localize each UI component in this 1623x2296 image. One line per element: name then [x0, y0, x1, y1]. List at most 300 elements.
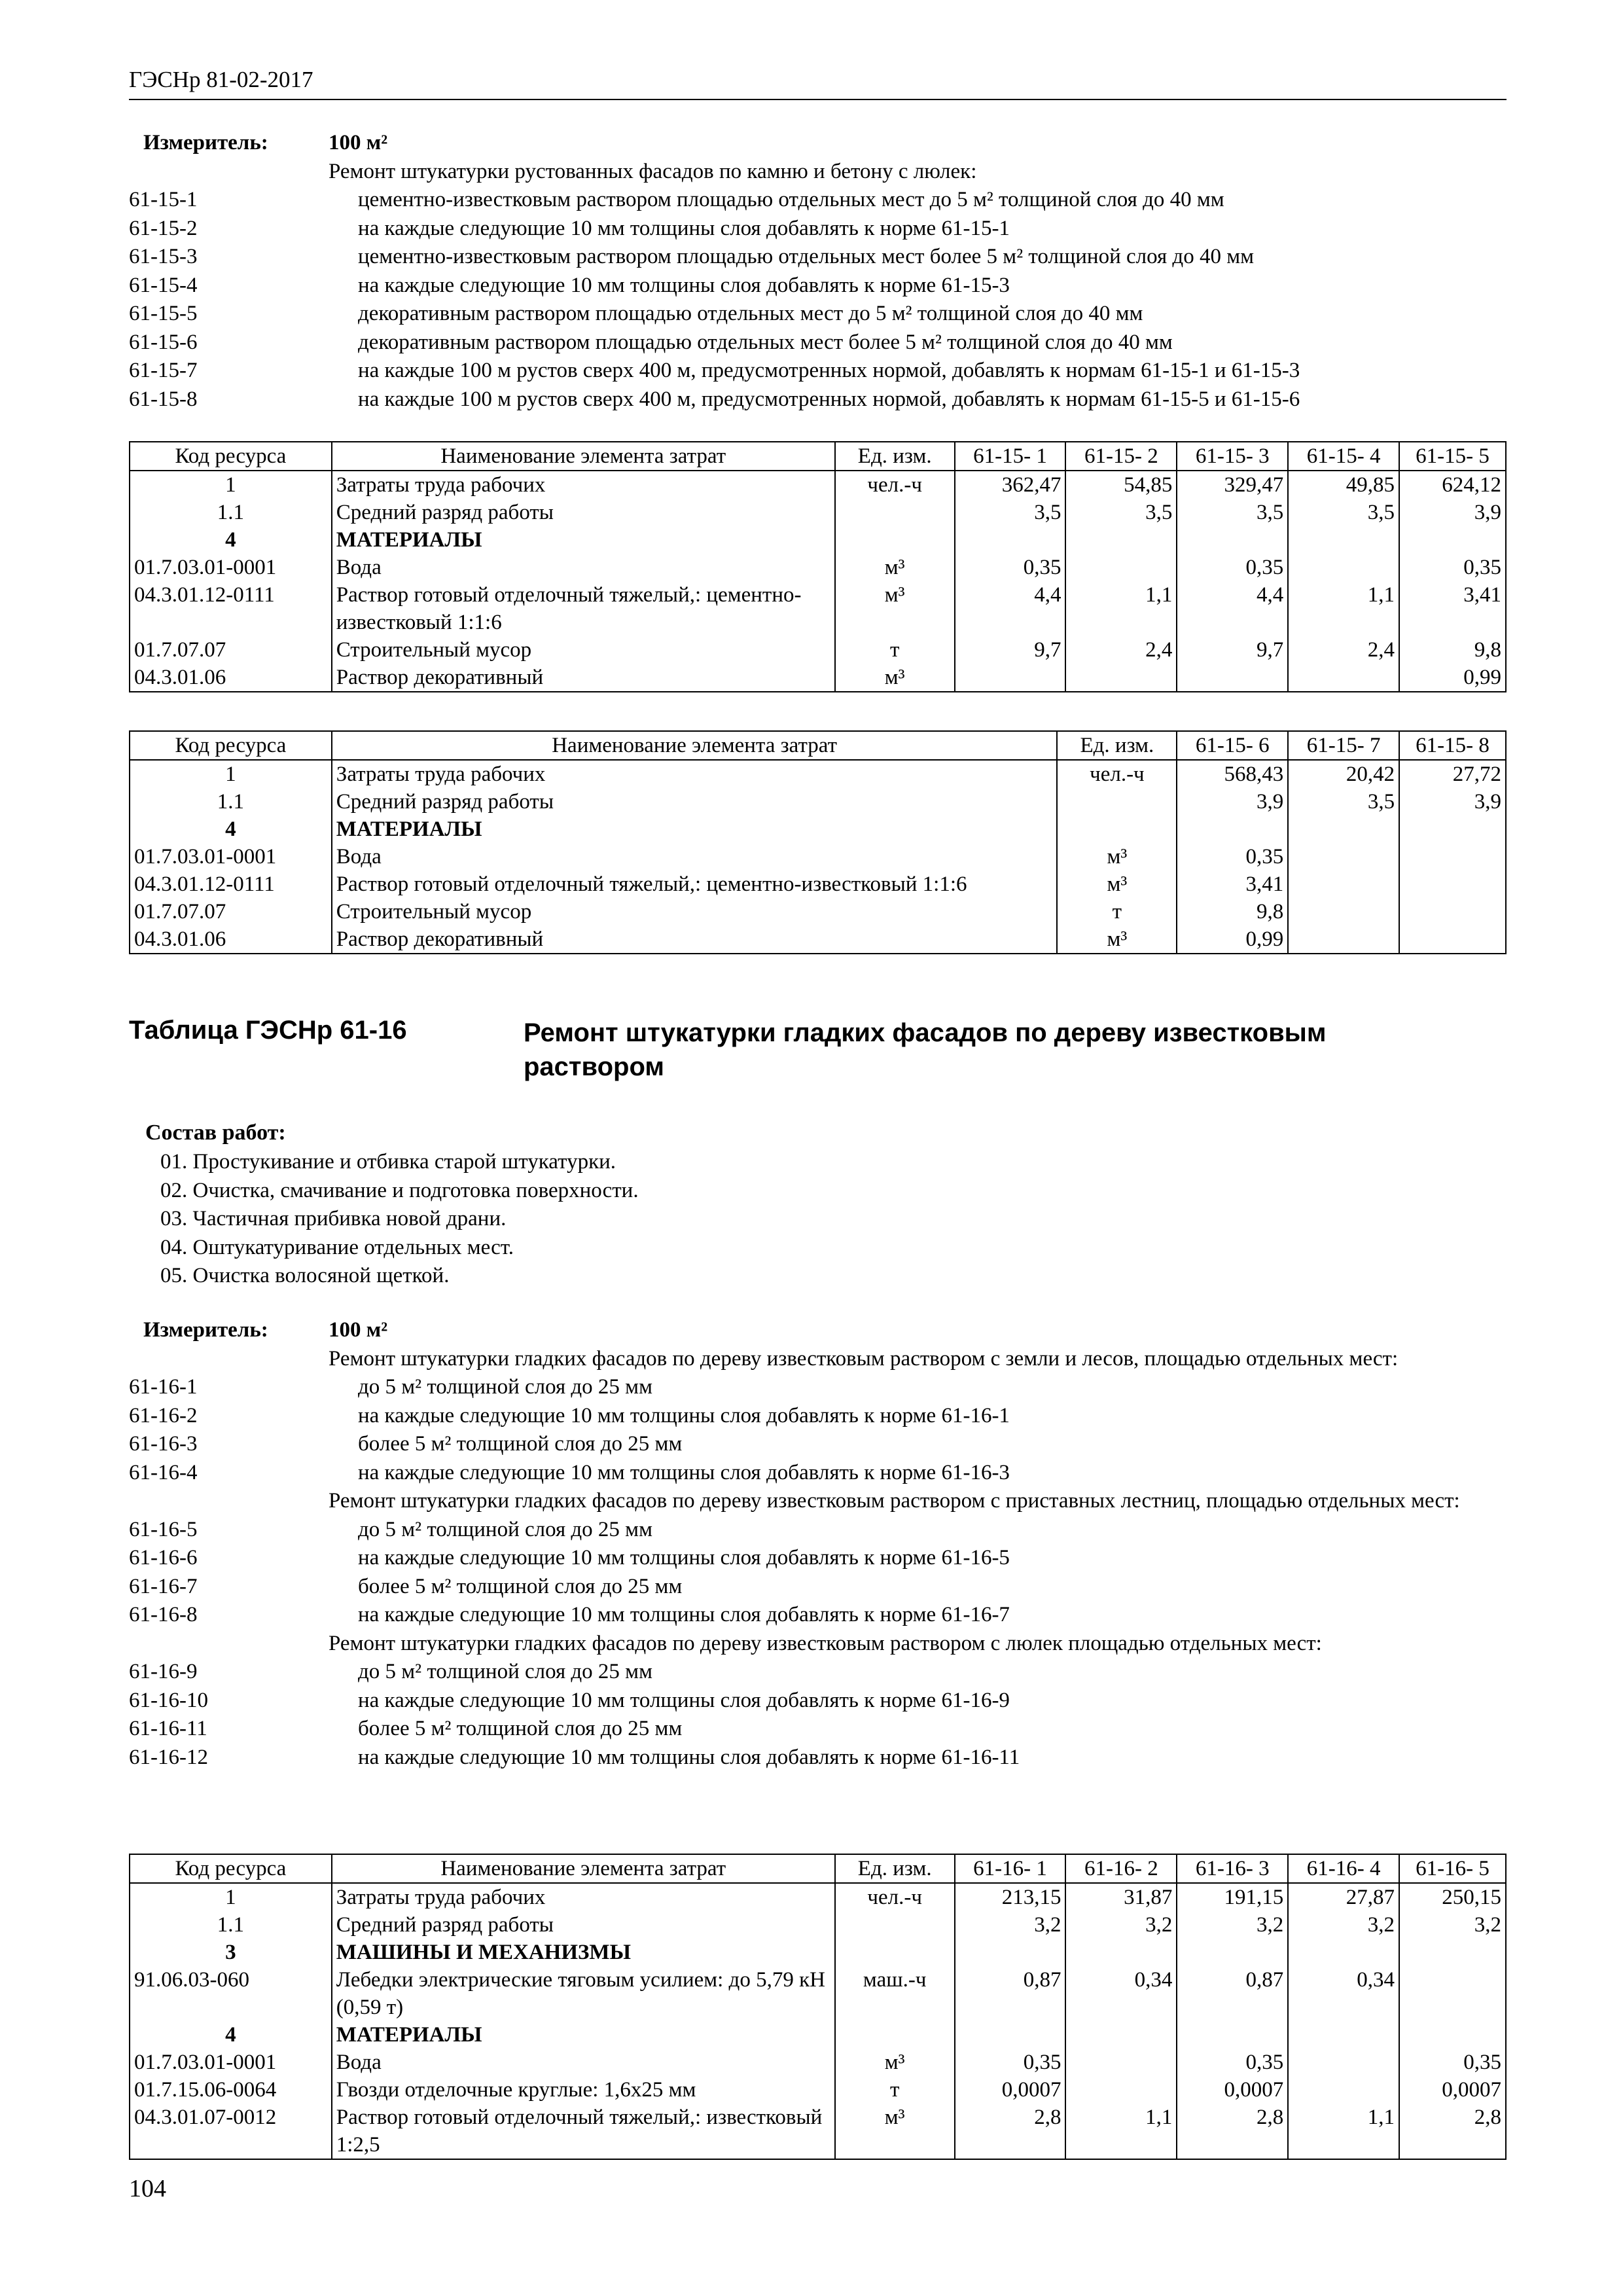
cell-name: МАТЕРИАЛЫ — [332, 2021, 835, 2049]
cell-value: 2,8 — [1399, 2104, 1506, 2159]
norm-row — [129, 272, 1507, 300]
table-row — [130, 2076, 1506, 2104]
table-row — [130, 925, 1506, 954]
cell-value: 3,9 — [1399, 788, 1506, 816]
cell-value — [1288, 2021, 1399, 2049]
norm-code: 61-16-2 — [129, 1403, 198, 1427]
cell-value: 0,35 — [1399, 2049, 1506, 2076]
cell-name: МАШИНЫ И МЕХАНИЗМЫ — [332, 1939, 835, 1966]
header-norm-col: 61-16- 5 — [1399, 1854, 1506, 1883]
cell-name: Затраты труда рабочих — [332, 471, 835, 499]
norm-code: 61-16-1 — [129, 1375, 198, 1399]
cell-unit: м³ — [1057, 843, 1177, 870]
cell-code: 3 — [130, 1939, 332, 1966]
norm-code: 61-16-5 — [129, 1517, 198, 1541]
spacer — [129, 1630, 329, 1659]
cell-unit — [835, 2021, 955, 2049]
header-unit: Ед. изм. — [835, 442, 955, 471]
composition-list — [160, 1148, 639, 1291]
header-norm-col: 61-16- 4 — [1288, 1854, 1399, 1883]
header-name: Наименование элемента затрат — [332, 442, 835, 471]
header-unit: Ед. изм. — [1057, 731, 1177, 760]
norm-text: на каждые следующие 10 мм толщины слоя добавлять к норме 61-15-3 — [358, 273, 1010, 297]
norm-text: на каждые следующие 10 мм толщины слоя добавлять к норме 61-16-11 — [358, 1745, 1020, 1769]
cell-name: Средний разряд работы — [332, 499, 835, 526]
cell-value — [1399, 925, 1506, 954]
cell-value — [1399, 1939, 1506, 1966]
group-title: Ремонт штукатурки гладких фасадов по дереву известковым раствором с земли и лесов, площадью отдельных мест: — [329, 1346, 1399, 1371]
table-row — [130, 843, 1506, 870]
cell-value — [1288, 925, 1399, 954]
cell-value: 27,72 — [1399, 760, 1506, 788]
norm-text: цементно-известковым раствором площадью отдельных мест более 5 м² толщиной слоя до 40 мм — [358, 245, 1254, 268]
cell-unit: м³ — [835, 554, 955, 581]
cell-unit: м³ — [835, 2104, 955, 2159]
cell-name: Строительный мусор — [332, 636, 835, 664]
cell-value: 0,35 — [1177, 843, 1288, 870]
cell-value — [955, 1939, 1066, 1966]
header-norm-col: 61-15- 7 — [1288, 731, 1399, 760]
cell-value: 1,1 — [1065, 2104, 1177, 2159]
cell-name: Раствор готовый отделочный тяжелый,: цементно-известковый 1:1:6 — [332, 870, 1058, 898]
cell-value: 1,1 — [1288, 581, 1399, 636]
cell-code: 1.1 — [130, 788, 332, 816]
cell-value — [1065, 2021, 1177, 2049]
cell-value: 0,0007 — [955, 2076, 1066, 2104]
cell-code: 04.3.01.06 — [130, 664, 332, 692]
meter-row — [129, 129, 1507, 158]
norm-code: 61-16-4 — [129, 1460, 198, 1484]
resource-table-61-15-b — [129, 730, 1507, 954]
cell-value: 4,4 — [955, 581, 1066, 636]
cell-name: Средний разряд работы — [332, 1911, 835, 1939]
table-row — [130, 2049, 1506, 2076]
composition-heading: Состав работ: — [145, 1121, 286, 1145]
header-norm-col: 61-15- 1 — [955, 442, 1066, 471]
cell-unit: маш.-ч — [835, 1966, 955, 2021]
norm-text: более 5 м² толщиной слоя до 25 мм — [358, 1717, 683, 1740]
cell-code: 04.3.01.12-0111 — [130, 870, 332, 898]
header-norm-col: 61-15- 5 — [1399, 442, 1506, 471]
cell-value: 624,12 — [1399, 471, 1506, 499]
group-title: Ремонт штукатурки гладких фасадов по дереву известковым раствором с люлек площадью отдельных мест: — [329, 1631, 1322, 1655]
cell-value — [1399, 843, 1506, 870]
cell-value — [1288, 870, 1399, 898]
cell-value: 31,87 — [1065, 1883, 1177, 1911]
table-row — [130, 664, 1506, 692]
cell-value — [1399, 1966, 1506, 2021]
cell-value: 9,8 — [1399, 636, 1506, 664]
composition-item: 03. Частичная прибивка новой драни. — [160, 1207, 507, 1230]
norm-text: более 5 м² толщиной слоя до 25 мм — [358, 1574, 683, 1598]
cell-value — [1065, 2076, 1177, 2104]
norm-row — [129, 1658, 1507, 1687]
meter-label: Измеритель: — [143, 1318, 268, 1342]
spacer — [129, 1487, 329, 1516]
cell-value: 2,4 — [1065, 636, 1177, 664]
cell-value — [1177, 664, 1288, 692]
cell-unit: т — [1057, 898, 1177, 925]
cell-value: 9,7 — [1177, 636, 1288, 664]
header-norm-col: 61-15- 3 — [1177, 442, 1288, 471]
cell-name: Вода — [332, 843, 1058, 870]
norm-code: 61-15-4 — [129, 273, 198, 297]
cell-value: 3,5 — [1288, 499, 1399, 526]
cell-code: 04.3.01.06 — [130, 925, 332, 954]
cell-value: 568,43 — [1177, 760, 1288, 788]
cell-value — [1288, 526, 1399, 554]
cell-value: 1,1 — [1288, 2104, 1399, 2159]
cell-name: Раствор готовый отделочный тяжелый,: известковый 1:2,5 — [332, 2104, 835, 2159]
cell-value: 27,87 — [1288, 1883, 1399, 1911]
cell-value: 0,0007 — [1399, 2076, 1506, 2104]
cell-value: 3,5 — [1065, 499, 1177, 526]
cell-name: Раствор декоративный — [332, 664, 835, 692]
norm-row — [129, 329, 1507, 357]
cell-value — [1288, 664, 1399, 692]
cell-value: 3,41 — [1399, 581, 1506, 636]
table-row — [130, 760, 1506, 788]
cell-code: 01.7.03.01-0001 — [130, 554, 332, 581]
header-norm-col: 61-16- 3 — [1177, 1854, 1288, 1883]
cell-value — [1399, 898, 1506, 925]
cell-value: 1,1 — [1065, 581, 1177, 636]
header-code: Код ресурса — [130, 731, 332, 760]
norm-code: 61-16-7 — [129, 1574, 198, 1598]
spacer — [129, 1345, 329, 1374]
table-row — [130, 1966, 1506, 2021]
cell-value: 20,42 — [1288, 760, 1399, 788]
cell-value: 3,5 — [1177, 499, 1288, 526]
cell-unit — [835, 499, 955, 526]
norm-row — [129, 1459, 1507, 1488]
norm-code: 61-15-1 — [129, 188, 198, 211]
norm-code: 61-16-6 — [129, 1546, 198, 1570]
norm-row — [129, 215, 1507, 243]
cell-code: 01.7.07.07 — [130, 636, 332, 664]
cell-value: 0,34 — [1065, 1966, 1177, 2021]
table-row — [130, 526, 1506, 554]
cell-value: 213,15 — [955, 1883, 1066, 1911]
meter-label: Измеритель: — [143, 131, 268, 154]
cell-value: 0,35 — [955, 2049, 1066, 2076]
cell-value — [1288, 2076, 1399, 2104]
table-row — [130, 581, 1506, 636]
cell-unit: м³ — [835, 581, 955, 636]
cell-value: 0,34 — [1288, 1966, 1399, 2021]
header-norm-col: 61-15- 2 — [1065, 442, 1177, 471]
norm-text: цементно-известковым раствором площадью отдельных мест до 5 м² толщиной слоя до 40 мм — [358, 188, 1224, 211]
section-title: Ремонт штукатурки рустованных фасадов по камню и бетону с люлек: — [329, 159, 977, 183]
cell-unit: м³ — [1057, 870, 1177, 898]
header-rule — [129, 99, 1507, 100]
norm-code: 61-15-5 — [129, 302, 198, 325]
cell-code: 01.7.15.06-0064 — [130, 2076, 332, 2104]
cell-unit — [1057, 816, 1177, 843]
cell-value — [1288, 843, 1399, 870]
cell-code: 1 — [130, 760, 332, 788]
group-title-row — [129, 1487, 1507, 1516]
cell-unit — [835, 1911, 955, 1939]
cell-value: 0,35 — [1177, 2049, 1288, 2076]
table-header-row — [130, 442, 1506, 471]
cell-value — [1065, 526, 1177, 554]
cell-value: 0,99 — [1399, 664, 1506, 692]
table-row — [130, 788, 1506, 816]
norm-text: на каждые следующие 10 мм толщины слоя добавлять к норме 61-16-1 — [358, 1403, 1010, 1427]
norm-text: до 5 м² толщиной слоя до 25 мм — [358, 1517, 652, 1541]
table-row — [130, 898, 1506, 925]
cell-value — [1288, 816, 1399, 843]
cell-value: 0,87 — [1177, 1966, 1288, 2021]
norm-row — [129, 186, 1507, 215]
page-number: 104 — [129, 2175, 166, 2202]
cell-value — [1065, 664, 1177, 692]
norm-text: на каждые 100 м рустов сверх 400 м, предусмотренных нормой, добавлять к нормам 61-15-5 и 61-15-6 — [358, 387, 1300, 411]
table-row — [130, 816, 1506, 843]
cell-value — [955, 2021, 1066, 2049]
norm-text: на каждые следующие 10 мм толщины слоя добавлять к норме 61-16-5 — [358, 1546, 1010, 1570]
header-norm-col: 61-15- 4 — [1288, 442, 1399, 471]
cell-value — [1399, 2021, 1506, 2049]
resource-table-61-15-a — [129, 441, 1507, 692]
cell-value — [1288, 2049, 1399, 2076]
header-norm-col: 61-16- 2 — [1065, 1854, 1177, 1883]
cell-unit: чел.-ч — [835, 471, 955, 499]
cell-unit — [1057, 788, 1177, 816]
cell-value — [1065, 1939, 1177, 1966]
cell-code: 4 — [130, 2021, 332, 2049]
cell-unit: м³ — [835, 2049, 955, 2076]
header-name: Наименование элемента затрат — [332, 731, 1058, 760]
group-title-row — [129, 1345, 1507, 1374]
cell-name: МАТЕРИАЛЫ — [332, 526, 835, 554]
cell-value: 3,41 — [1177, 870, 1288, 898]
document-code-header: ГЭСНр 81-02-2017 — [129, 67, 313, 92]
table-row — [130, 870, 1506, 898]
cell-value — [1177, 1939, 1288, 1966]
cell-value: 49,85 — [1288, 471, 1399, 499]
norm-row — [129, 1687, 1507, 1715]
cell-value: 0,35 — [1399, 554, 1506, 581]
table-header-row — [130, 731, 1506, 760]
cell-code: 01.7.07.07 — [130, 898, 332, 925]
meter-unit: 100 м² — [329, 131, 388, 154]
composition-item: 04. Оштукатуривание отдельных мест. — [160, 1235, 514, 1259]
cell-value: 3,2 — [1065, 1911, 1177, 1939]
cell-value: 3,5 — [955, 499, 1066, 526]
norm-code: 61-16-9 — [129, 1660, 198, 1683]
cell-value: 3,9 — [1177, 788, 1288, 816]
cell-unit: т — [835, 636, 955, 664]
cell-code: 4 — [130, 816, 332, 843]
meter-unit: 100 м² — [329, 1318, 388, 1342]
table-row — [130, 471, 1506, 499]
norm-text: на каждые следующие 10 мм толщины слоя добавлять к норме 61-15-1 — [358, 216, 1010, 240]
cell-unit: чел.-ч — [835, 1883, 955, 1911]
norm-row — [129, 357, 1507, 386]
cell-code: 1.1 — [130, 499, 332, 526]
cell-value — [1288, 1939, 1399, 1966]
norm-text: декоративным раствором площадью отдельных мест более 5 м² толщиной слоя до 40 мм — [358, 330, 1173, 354]
cell-value — [1399, 870, 1506, 898]
header-name: Наименование элемента затрат — [332, 1854, 835, 1883]
composition-item: 02. Очистка, смачивание и подготовка поверхности. — [160, 1178, 639, 1202]
cell-name: Средний разряд работы — [332, 788, 1058, 816]
cell-code: 4 — [130, 526, 332, 554]
cell-unit: т — [835, 2076, 955, 2104]
cell-value — [1177, 2021, 1288, 2049]
norm-row — [129, 243, 1507, 272]
table-row — [130, 1883, 1506, 1911]
cell-value: 3,2 — [1399, 1911, 1506, 1939]
table-row — [130, 2021, 1506, 2049]
cell-name: Вода — [332, 554, 835, 581]
cell-value: 3,2 — [955, 1911, 1066, 1939]
cell-value: 3,2 — [1288, 1911, 1399, 1939]
norm-text: на каждые 100 м рустов сверх 400 м, предусмотренных нормой, добавлять к нормам 61-15-1 и 61-15-3 — [358, 359, 1300, 382]
norm-text: до 5 м² толщиной слоя до 25 мм — [358, 1375, 652, 1399]
spacer — [129, 158, 329, 187]
cell-unit: чел.-ч — [1057, 760, 1177, 788]
cell-name: Затраты труда рабочих — [332, 760, 1058, 788]
cell-name: Вода — [332, 2049, 835, 2076]
header-code: Код ресурса — [130, 442, 332, 471]
meter-row — [129, 1316, 1507, 1345]
cell-name: Раствор готовый отделочный тяжелый,: цементно-известковый 1:1:6 — [332, 581, 835, 636]
norm-row — [129, 1516, 1507, 1545]
norm-code: 61-15-8 — [129, 387, 198, 411]
cell-name: МАТЕРИАЛЫ — [332, 816, 1058, 843]
cell-name: Лебедки электрические тяговым усилием: до 5,79 кН (0,59 т) — [332, 1966, 835, 2021]
group-title: Ремонт штукатурки гладких фасадов по дереву известковым раствором с приставных лестниц, площадью отдельных мест: — [329, 1489, 1460, 1513]
norm-row — [129, 1573, 1507, 1602]
cell-name: Затраты труда рабочих — [332, 1883, 835, 1911]
norm-code: 61-16-10 — [129, 1688, 208, 1712]
norm-text: декоративным раствором площадью отдельных мест до 5 м² толщиной слоя до 40 мм — [358, 302, 1143, 325]
cell-value: 250,15 — [1399, 1883, 1506, 1911]
norm-code: 61-15-3 — [129, 245, 198, 268]
norm-row — [129, 386, 1507, 414]
norm-text: более 5 м² толщиной слоя до 25 мм — [358, 1432, 683, 1456]
header-norm-col: 61-16- 1 — [955, 1854, 1066, 1883]
cell-value — [1288, 898, 1399, 925]
cell-value: 3,9 — [1399, 499, 1506, 526]
cell-value: 9,7 — [955, 636, 1066, 664]
cell-value: 4,4 — [1177, 581, 1288, 636]
table-row — [130, 1939, 1506, 1966]
cell-value: 0,99 — [1177, 925, 1288, 954]
cell-value: 2,4 — [1288, 636, 1399, 664]
cell-value — [955, 664, 1066, 692]
norm-text: на каждые следующие 10 мм толщины слоя добавлять к норме 61-16-7 — [358, 1603, 1010, 1626]
header-unit: Ед. изм. — [835, 1854, 955, 1883]
cell-code: 04.3.01.12-0111 — [130, 581, 332, 636]
cell-code: 01.7.03.01-0001 — [130, 2049, 332, 2076]
cell-value: 3,5 — [1288, 788, 1399, 816]
norm-code: 61-16-3 — [129, 1432, 198, 1456]
norm-text: на каждые следующие 10 мм толщины слоя добавлять к норме 61-16-9 — [358, 1688, 1010, 1712]
cell-name: Строительный мусор — [332, 898, 1058, 925]
table-title-label: Таблица ГЭСНр 61-16 — [129, 1016, 407, 1045]
table-header-row — [130, 1854, 1506, 1883]
cell-value — [1399, 526, 1506, 554]
composition-item: 01. Простукивание и отбивка старой штукатурки. — [160, 1150, 616, 1174]
cell-value: 191,15 — [1177, 1883, 1288, 1911]
norm-row — [129, 1715, 1507, 1744]
cell-code: 1.1 — [130, 1911, 332, 1939]
composition-item: 05. Очистка волосяной щеткой. — [160, 1264, 450, 1287]
cell-unit: м³ — [1057, 925, 1177, 954]
norm-code: 61-15-2 — [129, 216, 198, 240]
cell-value — [1065, 554, 1177, 581]
resource-table-61-16-a — [129, 1854, 1507, 2160]
cell-value: 0,35 — [955, 554, 1066, 581]
cell-value — [1288, 554, 1399, 581]
norm-code: 61-16-8 — [129, 1603, 198, 1626]
norm-row — [129, 1544, 1507, 1573]
cell-code: 91.06.03-060 — [130, 1966, 332, 2021]
header-norm-col: 61-15- 6 — [1177, 731, 1288, 760]
norm-row — [129, 1430, 1507, 1459]
norm-code: 61-15-7 — [129, 359, 198, 382]
norm-text: до 5 м² толщиной слоя до 25 мм — [358, 1660, 652, 1683]
cell-name: Гвозди отделочные круглые: 1,6х25 мм — [332, 2076, 835, 2104]
meter-block-61-16 — [129, 1316, 1507, 1772]
cell-name: Раствор декоративный — [332, 925, 1058, 954]
norm-row — [129, 1373, 1507, 1402]
cell-value — [1399, 816, 1506, 843]
cell-value — [1177, 526, 1288, 554]
header-code: Код ресурса — [130, 1854, 332, 1883]
table-row — [130, 554, 1506, 581]
cell-value: 9,8 — [1177, 898, 1288, 925]
cell-value: 54,85 — [1065, 471, 1177, 499]
cell-unit — [835, 526, 955, 554]
norm-code: 61-16-12 — [129, 1745, 208, 1769]
norm-row — [129, 1744, 1507, 1772]
norm-code: 61-16-11 — [129, 1717, 207, 1740]
cell-value — [1065, 2049, 1177, 2076]
cell-unit — [835, 1939, 955, 1966]
group-title-row — [129, 1630, 1507, 1659]
cell-code: 1 — [130, 471, 332, 499]
table-row — [130, 499, 1506, 526]
cell-value: 362,47 — [955, 471, 1066, 499]
table-row — [130, 2104, 1506, 2159]
header-norm-col: 61-15- 8 — [1399, 731, 1506, 760]
cell-value: 329,47 — [1177, 471, 1288, 499]
cell-value: 0,0007 — [1177, 2076, 1288, 2104]
table-row — [130, 636, 1506, 664]
meter-block-61-15 — [129, 129, 1507, 414]
table-row — [130, 1911, 1506, 1939]
norm-row — [129, 1402, 1507, 1431]
cell-value: 2,8 — [1177, 2104, 1288, 2159]
cell-value: 3,2 — [1177, 1911, 1288, 1939]
section-title-row — [129, 158, 1507, 187]
norm-text: на каждые следующие 10 мм толщины слоя добавлять к норме 61-16-3 — [358, 1460, 1010, 1484]
cell-unit: м³ — [835, 664, 955, 692]
cell-code: 1 — [130, 1883, 332, 1911]
norm-row — [129, 1601, 1507, 1630]
norm-code: 61-15-6 — [129, 330, 198, 354]
table-title-text: Ремонт штукатурки гладких фасадов по дереву известковым раствором — [524, 1018, 1327, 1081]
cell-code: 04.3.01.07-0012 — [130, 2104, 332, 2159]
cell-value: 0,87 — [955, 1966, 1066, 2021]
cell-value — [955, 526, 1066, 554]
norm-row — [129, 300, 1507, 329]
